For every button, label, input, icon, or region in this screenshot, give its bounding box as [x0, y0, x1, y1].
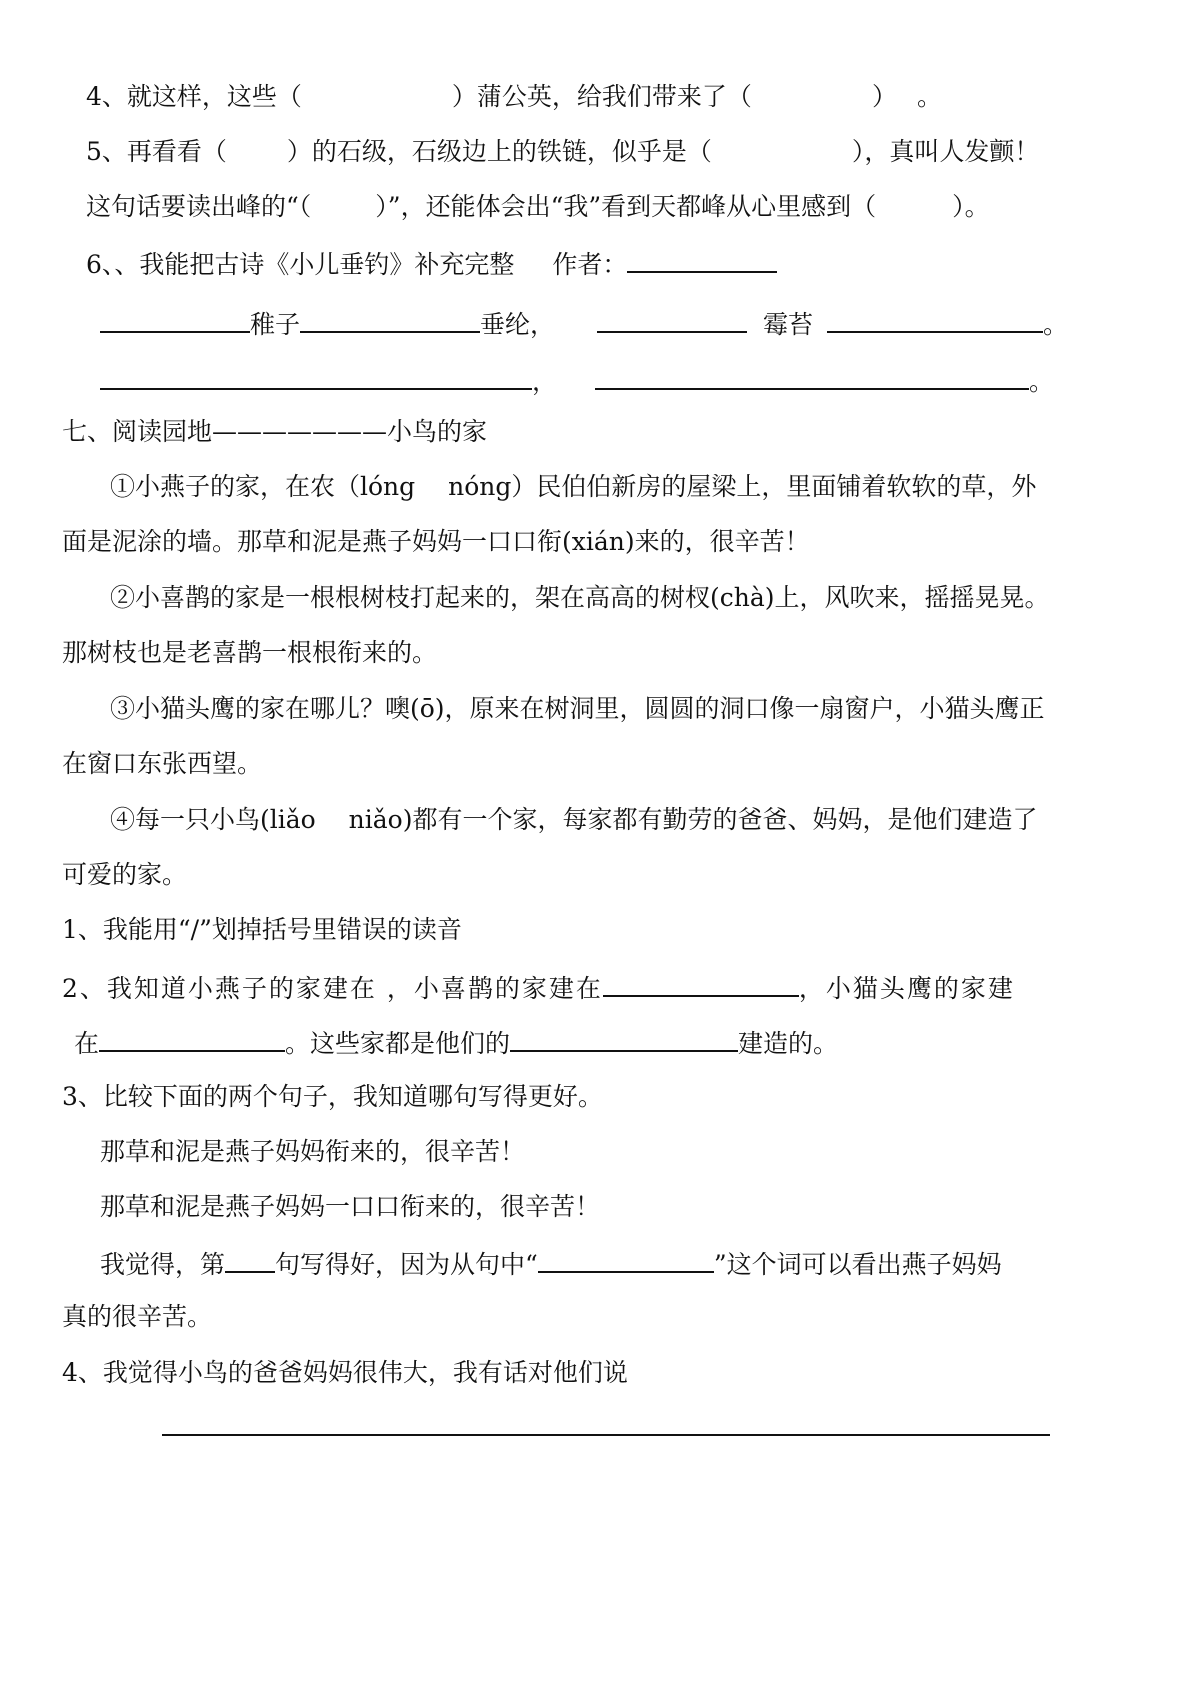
sentence-2: 那草和泥是燕子妈妈一口口衔来的，很辛苦！ — [100, 1192, 601, 1221]
question-5-followup — [86, 190, 990, 224]
q5-text-b: ）的石级，石级边上的铁链，似乎是（ — [286, 137, 712, 166]
q4-text-a: 4、就这样，这些（ — [86, 82, 302, 111]
paragraph-2-line-2: 那树枝也是老喜鹊一根根衔来的。 — [62, 638, 438, 667]
reading-question-2-cont — [74, 1024, 838, 1061]
q6-author-blank[interactable] — [627, 245, 777, 273]
r2-blank-2[interactable] — [99, 1024, 285, 1052]
r3b-text-b: 句写得好，因为从句中“ — [275, 1250, 538, 1279]
r3b-blank-1[interactable] — [225, 1245, 275, 1273]
r2-text-b: ，小猫头鹰的家建 — [798, 974, 1015, 1003]
poem-period-1: 。 — [1043, 310, 1069, 339]
poem-word-2: 垂纶， — [480, 310, 556, 339]
poem-comma: ， — [532, 367, 558, 396]
r2-text-a: 2、我知道小燕子的家建在 ，小喜鹊的家建在 — [62, 974, 603, 1003]
q5b-text-c: ）。 — [952, 192, 990, 221]
reading-question-4: 4、我觉得小鸟的爸爸妈妈很伟大，我有话对他们说 — [62, 1358, 628, 1387]
poem-blank-3[interactable] — [597, 305, 747, 333]
q6-text: 6、、我能把古诗《小儿垂钓》补充完整 — [86, 250, 515, 279]
r3b-blank-2[interactable] — [538, 1245, 714, 1273]
reading-question-2 — [62, 969, 1015, 1006]
q5-text-c: ），真叫人发颤！ — [851, 137, 1040, 166]
sentence-1: 那草和泥是燕子妈妈衔来的，很辛苦！ — [100, 1137, 526, 1166]
poem-blank-5[interactable] — [100, 362, 532, 390]
paragraph-4-line-1: ④每一只小鸟(liǎo niǎo)都有一个家，每家都有勤劳的爸爸、妈妈，是他们建造了 — [110, 805, 1038, 834]
question-4 — [86, 80, 942, 114]
q5-text-a: 5、再看看（ — [86, 137, 227, 166]
answer-line[interactable] — [162, 1434, 1050, 1436]
paragraph-2-line-1: ②小喜鹊的家是一根根树枝打起来的，架在高高的树杈(chà)上，风吹来，摇摇晃晃。 — [110, 583, 1050, 612]
question-5 — [86, 135, 1039, 169]
q5b-text-b: ）”，还能体会出“我”看到天都峰从心里感到（ — [375, 192, 877, 221]
r2-text-e: 建造的。 — [738, 1029, 839, 1058]
r2-text-d: 。这些家都是他们的 — [285, 1029, 511, 1058]
poem-period-2: 。 — [1029, 367, 1055, 396]
q5b-text-a: 这句话要读出峰的“（ — [86, 192, 312, 221]
q4-text-b: ）蒲公英，给我们带来了（ — [451, 82, 752, 111]
poem-line-1 — [100, 305, 1068, 342]
reading-question-3-answer — [100, 1245, 1002, 1282]
q4-text-c: ） — [871, 82, 897, 111]
r2-text-c: 在 — [74, 1029, 100, 1058]
poem-line-2 — [100, 362, 1054, 399]
paragraph-3-line-1: ③小猫头鹰的家在哪儿？噢(ō)，原来在树洞里，圆圆的洞口像一扇窗户，小猫头鹰正 — [110, 694, 1045, 723]
paragraph-4-line-2: 可爱的家。 — [62, 860, 188, 889]
poem-blank-4[interactable] — [827, 305, 1043, 333]
section-7-title: 七、阅读园地———————小鸟的家 — [62, 417, 488, 446]
poem-word-3: 霉苔 — [763, 310, 814, 339]
poem-blank-2[interactable] — [300, 305, 480, 333]
reading-question-3: 3、比较下面的两个句子，我知道哪句写得更好。 — [62, 1082, 603, 1111]
r2-blank-3[interactable] — [510, 1024, 738, 1052]
poem-word-1: 稚子 — [250, 310, 301, 339]
r3b-text-a: 我觉得，第 — [100, 1250, 226, 1279]
paragraph-3-line-2: 在窗口东张西望。 — [62, 749, 263, 778]
paragraph-1-line-1: ①小燕子的家，在农（lóng nóng）民伯伯新房的屋梁上，里面铺着软软的草，外 — [110, 472, 1037, 501]
r3b-text-c: ”这个词可以看出燕子妈妈 — [713, 1250, 1002, 1279]
reading-question-3-answer-cont: 真的很辛苦。 — [62, 1302, 213, 1331]
reading-question-1: 1、我能用“/”划掉括号里错误的读音 — [62, 915, 462, 944]
r2-blank-1[interactable] — [603, 969, 799, 997]
question-6 — [86, 245, 777, 282]
q4-text-d: 。 — [916, 82, 942, 111]
paragraph-1-line-2: 面是泥涂的墙。那草和泥是燕子妈妈一口口衔(xián)来的，很辛苦！ — [62, 527, 810, 556]
q6-author-label: 作者： — [552, 250, 628, 279]
poem-blank-6[interactable] — [595, 362, 1029, 390]
poem-blank-1[interactable] — [100, 305, 250, 333]
